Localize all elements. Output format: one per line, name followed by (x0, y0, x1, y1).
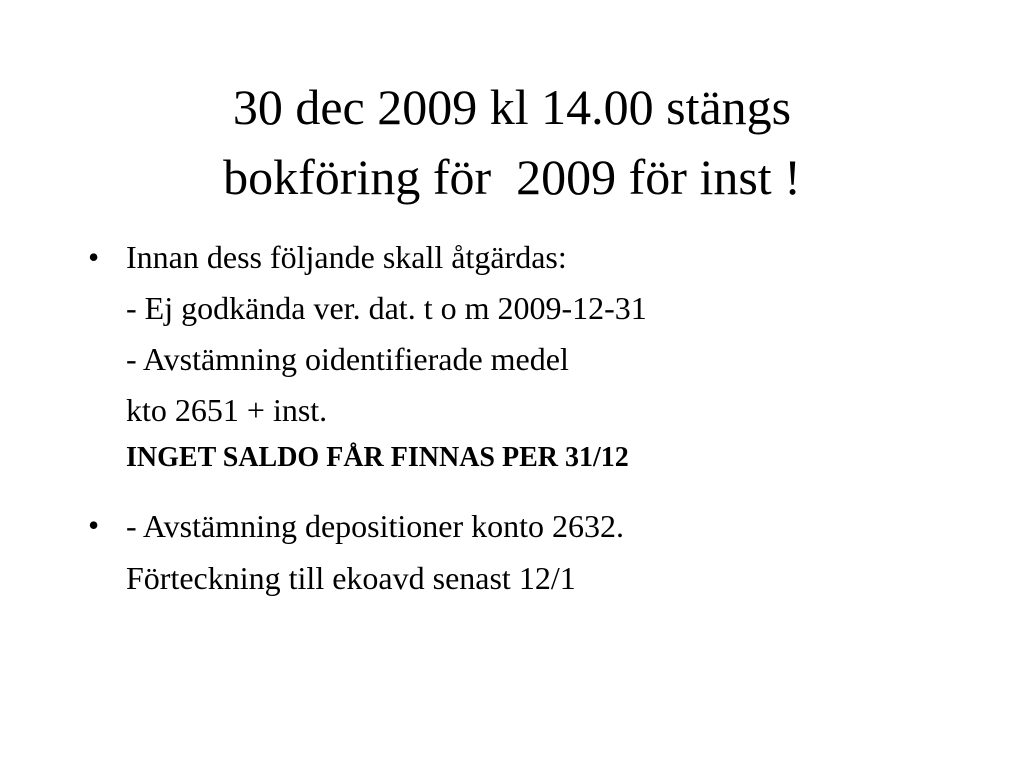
bullet-icon: • (88, 239, 100, 275)
slide-title (60, 72, 964, 212)
bullet-text-line: Förteckning till ekoavd senast 12/1 (126, 560, 576, 596)
bullet-text-line: - Avstämning depositioner konto 2632. (126, 508, 625, 544)
bullet-item (88, 500, 968, 604)
bullet-text-line: - Ej godkända ver. dat. t o m 2009-12-31 (126, 290, 647, 326)
bullet-item (88, 232, 968, 480)
bullet-text-line: kto 2651 + inst. (126, 392, 328, 428)
bullet-emphasis-text: INGET SALDO FÅR FINNAS PER 31/12 (126, 442, 629, 473)
title-line: 30 dec 2009 kl 14.00 stängs (232, 79, 792, 135)
bullet-list (88, 232, 968, 604)
bullet-icon: • (88, 507, 100, 543)
title-line: bokföring för 2009 för inst ! (223, 149, 801, 205)
bullet-text-line: - Avstämning oidentifierade medel (126, 341, 569, 377)
bullet-text-line: Innan dess följande skall åtgärdas: (126, 239, 567, 275)
